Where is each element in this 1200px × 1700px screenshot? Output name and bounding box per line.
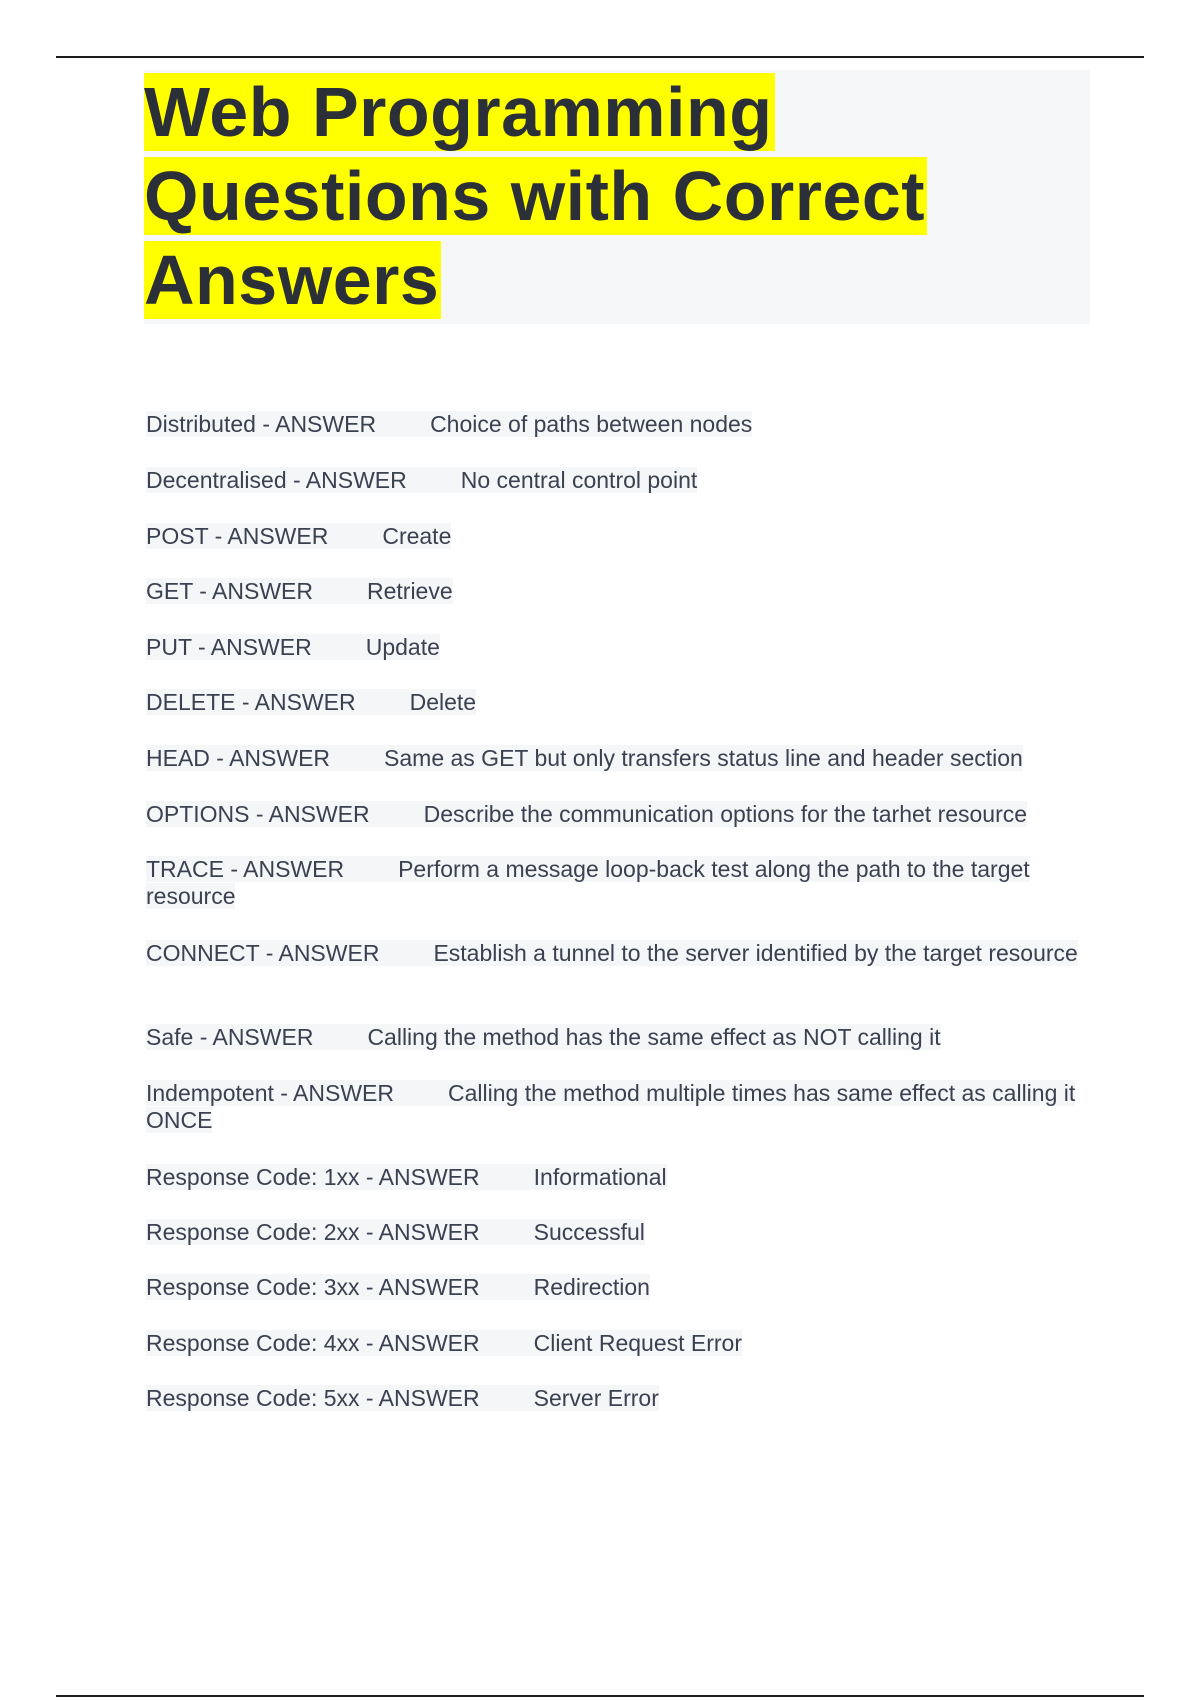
qa-answer: No central control point xyxy=(460,467,698,493)
qa-item xyxy=(146,689,1086,716)
qa-item xyxy=(146,856,1086,910)
qa-item xyxy=(146,940,1086,967)
qa-item xyxy=(146,1080,1086,1134)
qa-answer: Calling the method multiple times has same effect as calling it ONCE xyxy=(146,1080,1076,1133)
qa-term: Response Code: 3xx - ANSWER xyxy=(146,1274,480,1300)
qa-item xyxy=(146,1330,1086,1357)
qa-term: Safe - ANSWER xyxy=(146,1024,314,1050)
qa-term: Decentralised - ANSWER xyxy=(146,467,407,493)
qa-term: TRACE - ANSWER xyxy=(146,856,345,882)
qa-item xyxy=(146,801,1086,828)
top-rule xyxy=(56,56,1144,58)
qa-answer: Choice of paths between nodes xyxy=(430,411,753,437)
qa-term: Response Code: 5xx - ANSWER xyxy=(146,1385,480,1411)
qa-item xyxy=(146,1219,1086,1246)
bottom-rule xyxy=(56,1695,1144,1697)
qa-item xyxy=(146,1385,1086,1412)
title-line-2: Questions with Correct xyxy=(144,157,926,235)
qa-term: Indempotent - ANSWER xyxy=(146,1080,394,1106)
qa-answer: Create xyxy=(382,523,452,549)
qa-item xyxy=(146,1164,1086,1191)
qa-item xyxy=(146,467,1086,494)
qa-term: Distributed - ANSWER xyxy=(146,411,377,437)
qa-term: GET - ANSWER xyxy=(146,578,313,604)
qa-answer: Redirection xyxy=(533,1274,650,1300)
qa-item xyxy=(146,634,1086,661)
qa-term: PUT - ANSWER xyxy=(146,634,312,660)
qa-term: Response Code: 1xx - ANSWER xyxy=(146,1164,480,1190)
qa-answer: Describe the communication options for the tarhet resource xyxy=(423,801,1028,827)
qa-answer: Server Error xyxy=(533,1385,659,1411)
qa-answer: Perform a message loop-back test along the path to the target resource xyxy=(146,856,1030,909)
qa-answer: Same as GET but only transfers status line and header section xyxy=(384,745,1023,771)
qa-term: CONNECT - ANSWER xyxy=(146,940,380,966)
title-line-3: Answers xyxy=(144,241,440,319)
qa-answer: Delete xyxy=(409,689,477,715)
qa-answer: Establish a tunnel to the server identified by the target resource xyxy=(433,940,1078,966)
qa-term: HEAD - ANSWER xyxy=(146,745,331,771)
qa-answer: Retrieve xyxy=(367,578,453,604)
title-block xyxy=(144,70,1090,324)
qa-item xyxy=(146,745,1086,772)
qa-answer: Informational xyxy=(533,1164,667,1190)
title-line-1: Web Programming xyxy=(144,73,773,151)
qa-item xyxy=(146,1024,1086,1051)
qa-answer: Successful xyxy=(533,1219,645,1245)
qa-term: OPTIONS - ANSWER xyxy=(146,801,370,827)
qa-item xyxy=(146,1274,1086,1301)
qa-answer: Calling the method has the same effect as NOT calling it xyxy=(367,1024,941,1050)
qa-term: POST - ANSWER xyxy=(146,523,329,549)
qa-answer: Update xyxy=(365,634,440,660)
qa-term: DELETE - ANSWER xyxy=(146,689,356,715)
qa-item xyxy=(146,411,1086,438)
qa-item xyxy=(146,578,1086,605)
qa-item xyxy=(146,523,1086,550)
qa-term: Response Code: 4xx - ANSWER xyxy=(146,1330,480,1356)
qa-answer: Client Request Error xyxy=(533,1330,742,1356)
qa-term: Response Code: 2xx - ANSWER xyxy=(146,1219,480,1245)
page-title xyxy=(144,70,1090,322)
